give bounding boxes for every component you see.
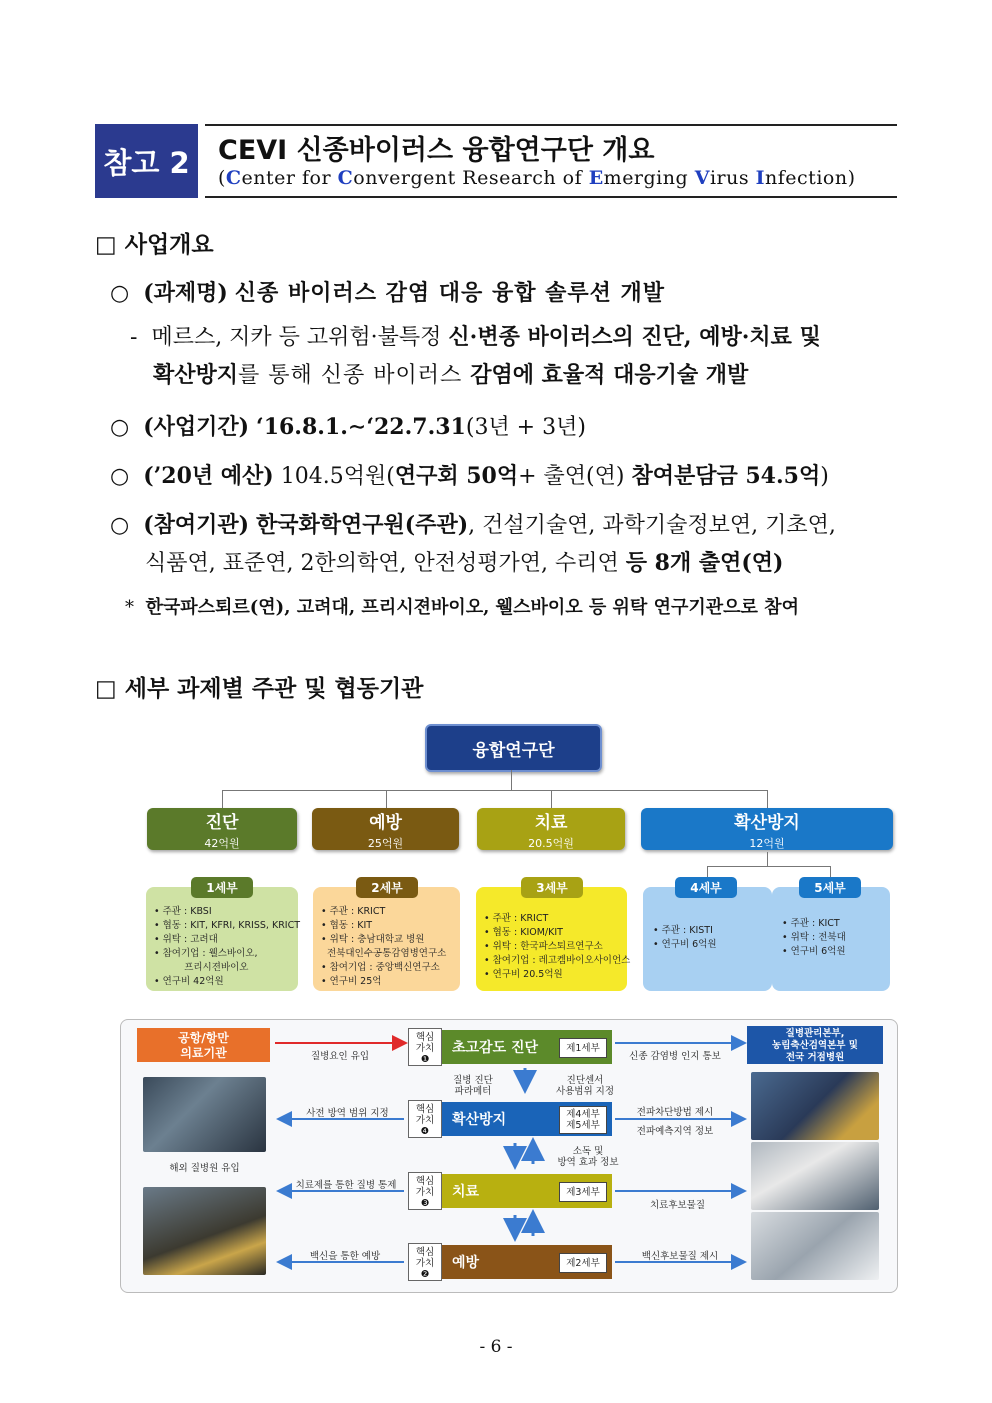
row3-right-label: 치료후보물질	[649, 1200, 706, 1211]
subtask-card-1: • 주관 : KBSI • 협동 : KIT, KFRI, KRISS, KRICT • 위탁 : 고려대 • 참여기업 : 웰스바이오, 프리시젼바이오 • 연구비 42억원	[146, 887, 298, 991]
row3-bar: 치료	[442, 1174, 612, 1208]
left-source-title: 공항/항만 의료기관	[137, 1028, 270, 1062]
right-target-title: 질병관리본부, 농림축산검역본부 및 전국 거점병원	[747, 1026, 883, 1064]
subtask-tag-3: 3세부	[521, 877, 583, 898]
subtask-tag-1: 1세부	[191, 877, 253, 898]
org-root: 융합연구단	[425, 724, 602, 772]
page-title: CEVI 신종바이러스 융합연구단 개요	[218, 135, 655, 166]
core-value-2: 핵심 가치 ❷	[408, 1243, 442, 1281]
item-task-detail-line2: 확산방지를 통해 신종 바이러스 감염에 효율적 대응기술 개발	[153, 362, 749, 388]
page-subtitle: (Center for Convergent Research of Emerging Virus Infection)	[218, 167, 856, 189]
row4-tag: 제2세부	[559, 1253, 607, 1273]
item-task: ○ (과제명) 신종 바이러스 감염 대응 융합 솔루션 개발	[110, 280, 666, 306]
row1-tag: 제1세부	[559, 1038, 607, 1058]
row4-left-label: 백신을 통한 예방	[309, 1251, 381, 1262]
item-note: * 한국파스퇴르(연), 고려대, 프리시젼바이오, 웰스바이오 등 위탁 연구기관으로 참여	[125, 597, 799, 618]
item-orgs-line1: ○ (참여기관) 한국화학연구원(주관), 건설기술연, 과학기술정보연, 기초연,	[110, 512, 836, 538]
group-treatment: 치료 20.5억원	[477, 808, 625, 850]
row4-bar: 예방	[442, 1245, 612, 1279]
row2-right-label-2: 전파예측지역 정보	[636, 1126, 714, 1137]
left-caption: 해외 질병원 유입	[169, 1163, 240, 1174]
subtask-card-2: • 주관 : KRICT • 협동 : KIT • 위탁 : 충남대학교 병원 전북대인수공통감염병연구소 • 참여기업 : 중앙백신연구소 • 연구비 25억	[313, 887, 460, 991]
core-value-1: 핵심 가치 ❶	[408, 1028, 442, 1066]
subtask-tag-5: 5세부	[799, 877, 861, 898]
section-heading-subtasks: □ 세부 과제별 주관 및 협동기관	[95, 675, 424, 702]
core-value-4: 핵심 가치 ❹	[408, 1100, 442, 1138]
row1-right-label: 신종 감염병 인지 통보	[629, 1051, 721, 1062]
between-b: 소독 및 방역 효과 정보	[557, 1146, 619, 1168]
item-orgs-line2: 식품연, 표준연, 2한의학연, 안전성평가연, 수리연 등 8개 출연(연)	[145, 550, 784, 576]
item-task-detail-line1: - 메르스, 지카 등 고위험·불특정 신·변종 바이러스의 진단, 예방·치료 및	[130, 324, 821, 350]
group-prevention: 예방 25억원	[312, 808, 459, 850]
group-diagnosis: 진단 42억원	[147, 808, 297, 850]
subtask-card-3: • 주관 : KRICT • 협동 : KIOM/KIT • 위탁 : 한국파스퇴르연구소 • 참여기업 : 레고켐바이오사이언스 • 연구비 20.5억원	[476, 887, 627, 991]
row3-left-label: 치료제를 통한 질병 통제	[295, 1180, 397, 1191]
group-spread-prevention: 확산방지 12억원	[641, 808, 893, 850]
row1-bar: 초고감도 진단	[442, 1030, 612, 1064]
subtask-tag-4: 4세부	[675, 877, 737, 898]
subtask-card-5: • 주관 : KICT • 위탁 : 전북대 • 연구비 6억원	[772, 887, 890, 991]
between-a-right: 진단센서 사용범위 지정	[555, 1075, 615, 1097]
between-a-left: 질병 진단 파라메터	[453, 1075, 493, 1097]
section-heading-overview: □ 사업개요	[95, 231, 214, 258]
row1-left-label: 질병요인 유입	[310, 1051, 370, 1062]
core-value-3: 핵심 가치 ❸	[408, 1172, 442, 1210]
item-budget: ○ (’20년 예산) 104.5억원(연구회 50억+ 출연(연) 참여분담금 54.5억)	[110, 463, 829, 489]
subtask-tag-2: 2세부	[356, 877, 418, 898]
row3-tag: 제3세부	[559, 1182, 607, 1202]
page-number: - 6 -	[479, 1337, 513, 1357]
row2-left-label: 사전 방역 범위 지정	[306, 1108, 389, 1119]
reference-badge: 참고 2	[95, 124, 198, 198]
row4-right-label: 백신후보물질 제시	[641, 1251, 719, 1262]
item-period: ○ (사업기간) ‘16.8.1.∼‘22.7.31(3년 + 3년)	[110, 414, 586, 440]
row2-right-label-1: 전파차단방법 제시	[636, 1107, 714, 1118]
row2-bar: 확산방지	[442, 1102, 612, 1136]
row2-tag: 제4세부 제5세부	[559, 1106, 607, 1134]
subtask-card-4: • 주관 : KISTI • 연구비 6억원	[643, 887, 772, 991]
